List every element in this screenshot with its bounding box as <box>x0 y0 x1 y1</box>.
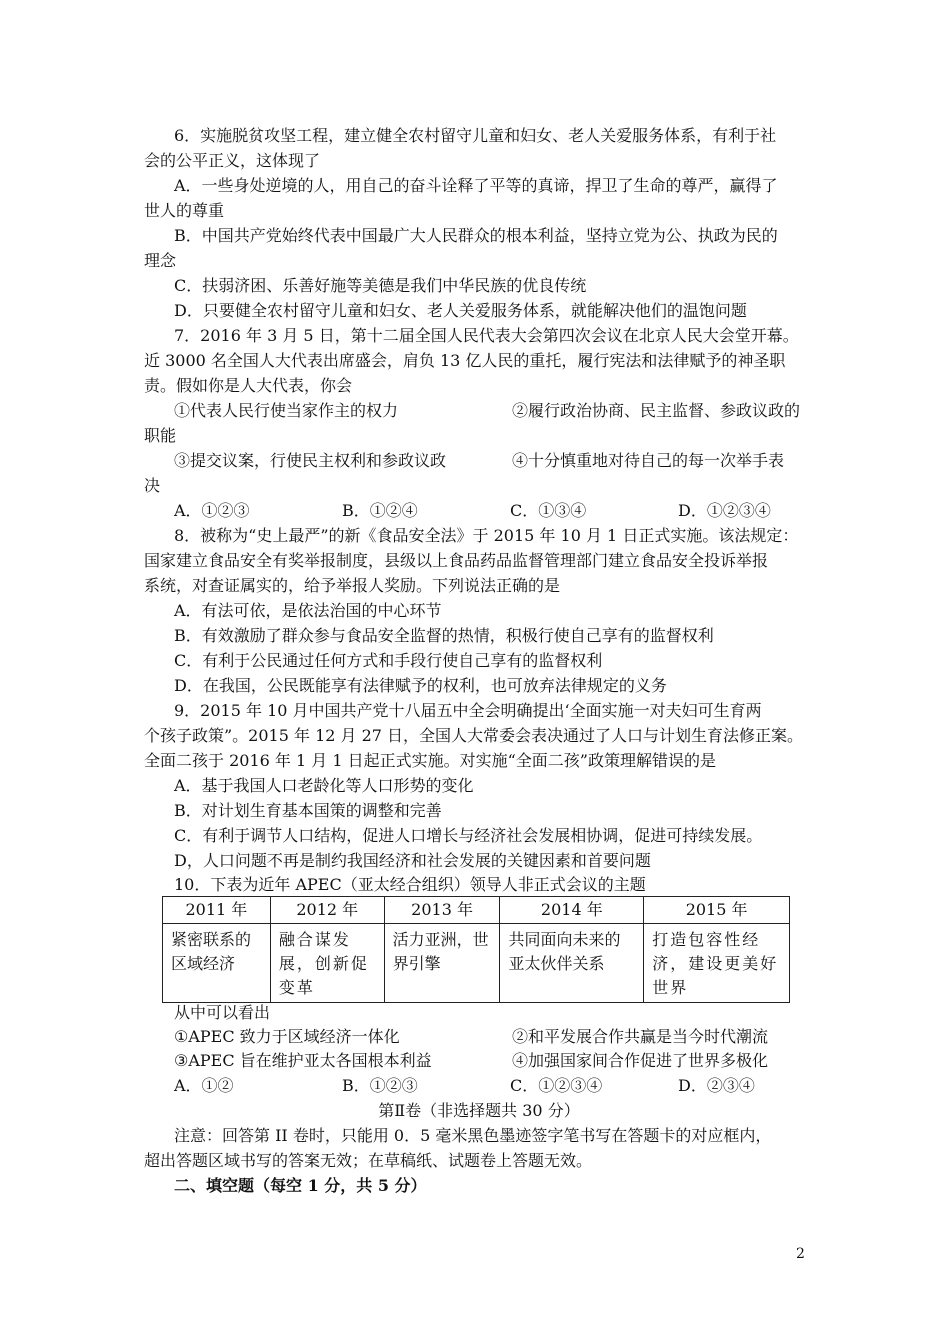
table-year-2013: 2013 年 <box>384 897 500 924</box>
part2-title: 第Ⅱ卷（非选择题共 30 分） <box>378 1101 580 1120</box>
q7-option-d: D．①②③④ <box>678 501 771 520</box>
part2-note-line1: 注意：回答第 II 卷时，只能用 0．5 毫米黑色墨迹签字笔书写在答题卡的对应框内， <box>174 1126 772 1145</box>
q7-option-c: C．①③④ <box>510 501 587 520</box>
q10-option-c: C．①②③④ <box>510 1076 603 1095</box>
page-number: 2 <box>796 1246 805 1262</box>
q8-option-c: C．有利于公民通过任何方式和手段行使自己享有的监督权利 <box>174 651 603 670</box>
q7-stem-line2: 近 3000 名全国人大代表出席盛会，肩负 13 亿人民的重托，履行宪法和法律赋予的神圣职 <box>144 351 786 370</box>
table-year-2015: 2015 年 <box>644 897 790 924</box>
table-year-2012: 2012 年 <box>270 897 384 924</box>
section-heading-fill-in: 二、填空题（每空 1 分，共 5 分） <box>174 1176 427 1195</box>
q6-stem-line1: 6．实施脱贫攻坚工程，建立健全农村留守儿童和妇女、老人关爱服务体系，有利于社 <box>174 126 777 145</box>
q6-option-b-line1: B．中国共产党始终代表中国最广大人民群众的根本利益，坚持立党为公、执政为民的 <box>174 226 778 245</box>
q10-option-d: D．②③④ <box>678 1076 755 1095</box>
q9-option-c: C．有利于调节人口结构，促进人口增长与经济社会发展相协调，促进可持续发展。 <box>174 826 763 845</box>
q6-stem-line2: 会的公平正义，这体现了 <box>144 151 321 170</box>
q7-item-2-line2: 职能 <box>144 426 177 445</box>
q8-option-d: D．在我国，公民既能享有法律赋予的权利，也可放弃法律规定的义务 <box>174 676 667 695</box>
part2-note-line2: 超出答题区域书写的答案无效；在草稿纸、试题卷上答题无效。 <box>144 1151 593 1170</box>
table-theme-2015: 打造包容性经济，建设更美好世界 <box>644 924 790 1003</box>
q9-option-b: B．对计划生育基本国策的调整和完善 <box>174 801 442 820</box>
q9-stem-line1: 9．2015 年 10 月中国共产党十八届五中全会明确提出‘全面实施一对夫妇可生育两 <box>174 701 762 720</box>
table-theme-2013: 活力亚洲，世界引擎 <box>384 924 500 1003</box>
q6-option-a-line1: A．一些身处逆境的人，用自己的奋斗诠释了平等的真谛，捍卫了生命的尊严，赢得了 <box>174 176 778 195</box>
q9-option-a: A．基于我国人口老龄化等人口形势的变化 <box>174 776 474 795</box>
q7-item-4-line2: 决 <box>144 476 161 495</box>
q10-lead: 从中可以看出 <box>174 1003 271 1022</box>
q9-stem-line2: 个孩子政策”。2015 年 12 月 27 日，全国人大常委会表决通过了人口与计划生育法修正案。 <box>144 726 804 745</box>
q7-item-4-line1: ④十分慎重地对待自己的每一次举手表 <box>512 451 785 470</box>
q7-stem-line1: 7．2016 年 3 月 5 日，第十二届全国人民代表大会第四次会议在北京人民大会堂开幕。 <box>174 326 799 345</box>
q7-item-2-line1: ②履行政治协商、民主监督、参政议政的 <box>512 401 801 420</box>
q7-stem-line3: 责。假如你是人大代表，你会 <box>144 376 353 395</box>
table-theme-2011: 紧密联系的区域经济 <box>163 924 271 1003</box>
q7-options <box>174 501 814 521</box>
q10-options <box>174 1076 814 1096</box>
q6-option-c: C．扶弱济困、乐善好施等美德是我们中华民族的优良传统 <box>174 276 587 295</box>
table-theme-2012: 融合谋发展，创新促变革 <box>270 924 384 1003</box>
q7-item-3: ③提交议案，行使民主权利和参政议政 <box>174 451 447 470</box>
table-year-2014: 2014 年 <box>500 897 644 924</box>
table-year-2011: 2011 年 <box>163 897 271 924</box>
q8-stem-line2: 国家建立食品安全有奖举报制度，县级以上食品药品监督管理部门建立食品安全投诉举报 <box>144 551 769 570</box>
q7-item-1: ①代表人民行使当家作主的权力 <box>174 401 399 420</box>
q7-option-a: A．①②③ <box>174 501 250 520</box>
q10-item-4: ④加强国家间合作促进了世界多极化 <box>512 1051 769 1070</box>
table-theme-row <box>163 924 790 1003</box>
apec-theme-table <box>162 896 790 1003</box>
q10-item-2: ②和平发展合作共赢是当今时代潮流 <box>512 1027 769 1046</box>
q6-option-b-line2: 理念 <box>144 251 177 270</box>
table-theme-2014: 共同面向未来的亚太伙伴关系 <box>500 924 644 1003</box>
q10-item-3: ③APEC 旨在维护亚太各国根本利益 <box>174 1051 432 1070</box>
q7-option-b: B．①②④ <box>342 501 418 520</box>
q8-stem-line1: 8．被称为“史上最严”的新《食品安全法》于 2015 年 10 月 1 日正式实施。该法规定： <box>174 526 799 545</box>
q8-stem-line3: 系统，对查证属实的，给予举报人奖励。下列说法正确的是 <box>144 576 561 595</box>
q10-stem: 10．下表为近年 APEC（亚太经合组织）领导人非正式会议的主题 <box>174 875 646 894</box>
q6-option-d: D．只要健全农村留守儿童和妇女、老人关爱服务体系，就能解决他们的温饱问题 <box>174 301 747 320</box>
q8-option-a: A．有法可依，是依法治国的中心环节 <box>174 601 442 620</box>
q10-item-1: ①APEC 致力于区域经济一体化 <box>174 1027 400 1046</box>
table-header-row <box>163 897 790 924</box>
q10-option-b: B．①②③ <box>342 1076 418 1095</box>
q6-option-a-line2: 世人的尊重 <box>144 201 225 220</box>
q9-option-d: D，人口问题不再是制约我国经济和社会发展的关键因素和首要问题 <box>174 851 651 870</box>
q8-option-b: B．有效激励了群众参与食品安全监督的热情，积极行使自己享有的监督权利 <box>174 626 714 645</box>
q10-option-a: A．①② <box>174 1076 234 1095</box>
q9-stem-line3: 全面二孩于 2016 年 1 月 1 日起正式实施。对实施“全面二孩”政策理解错误的是 <box>144 751 716 770</box>
